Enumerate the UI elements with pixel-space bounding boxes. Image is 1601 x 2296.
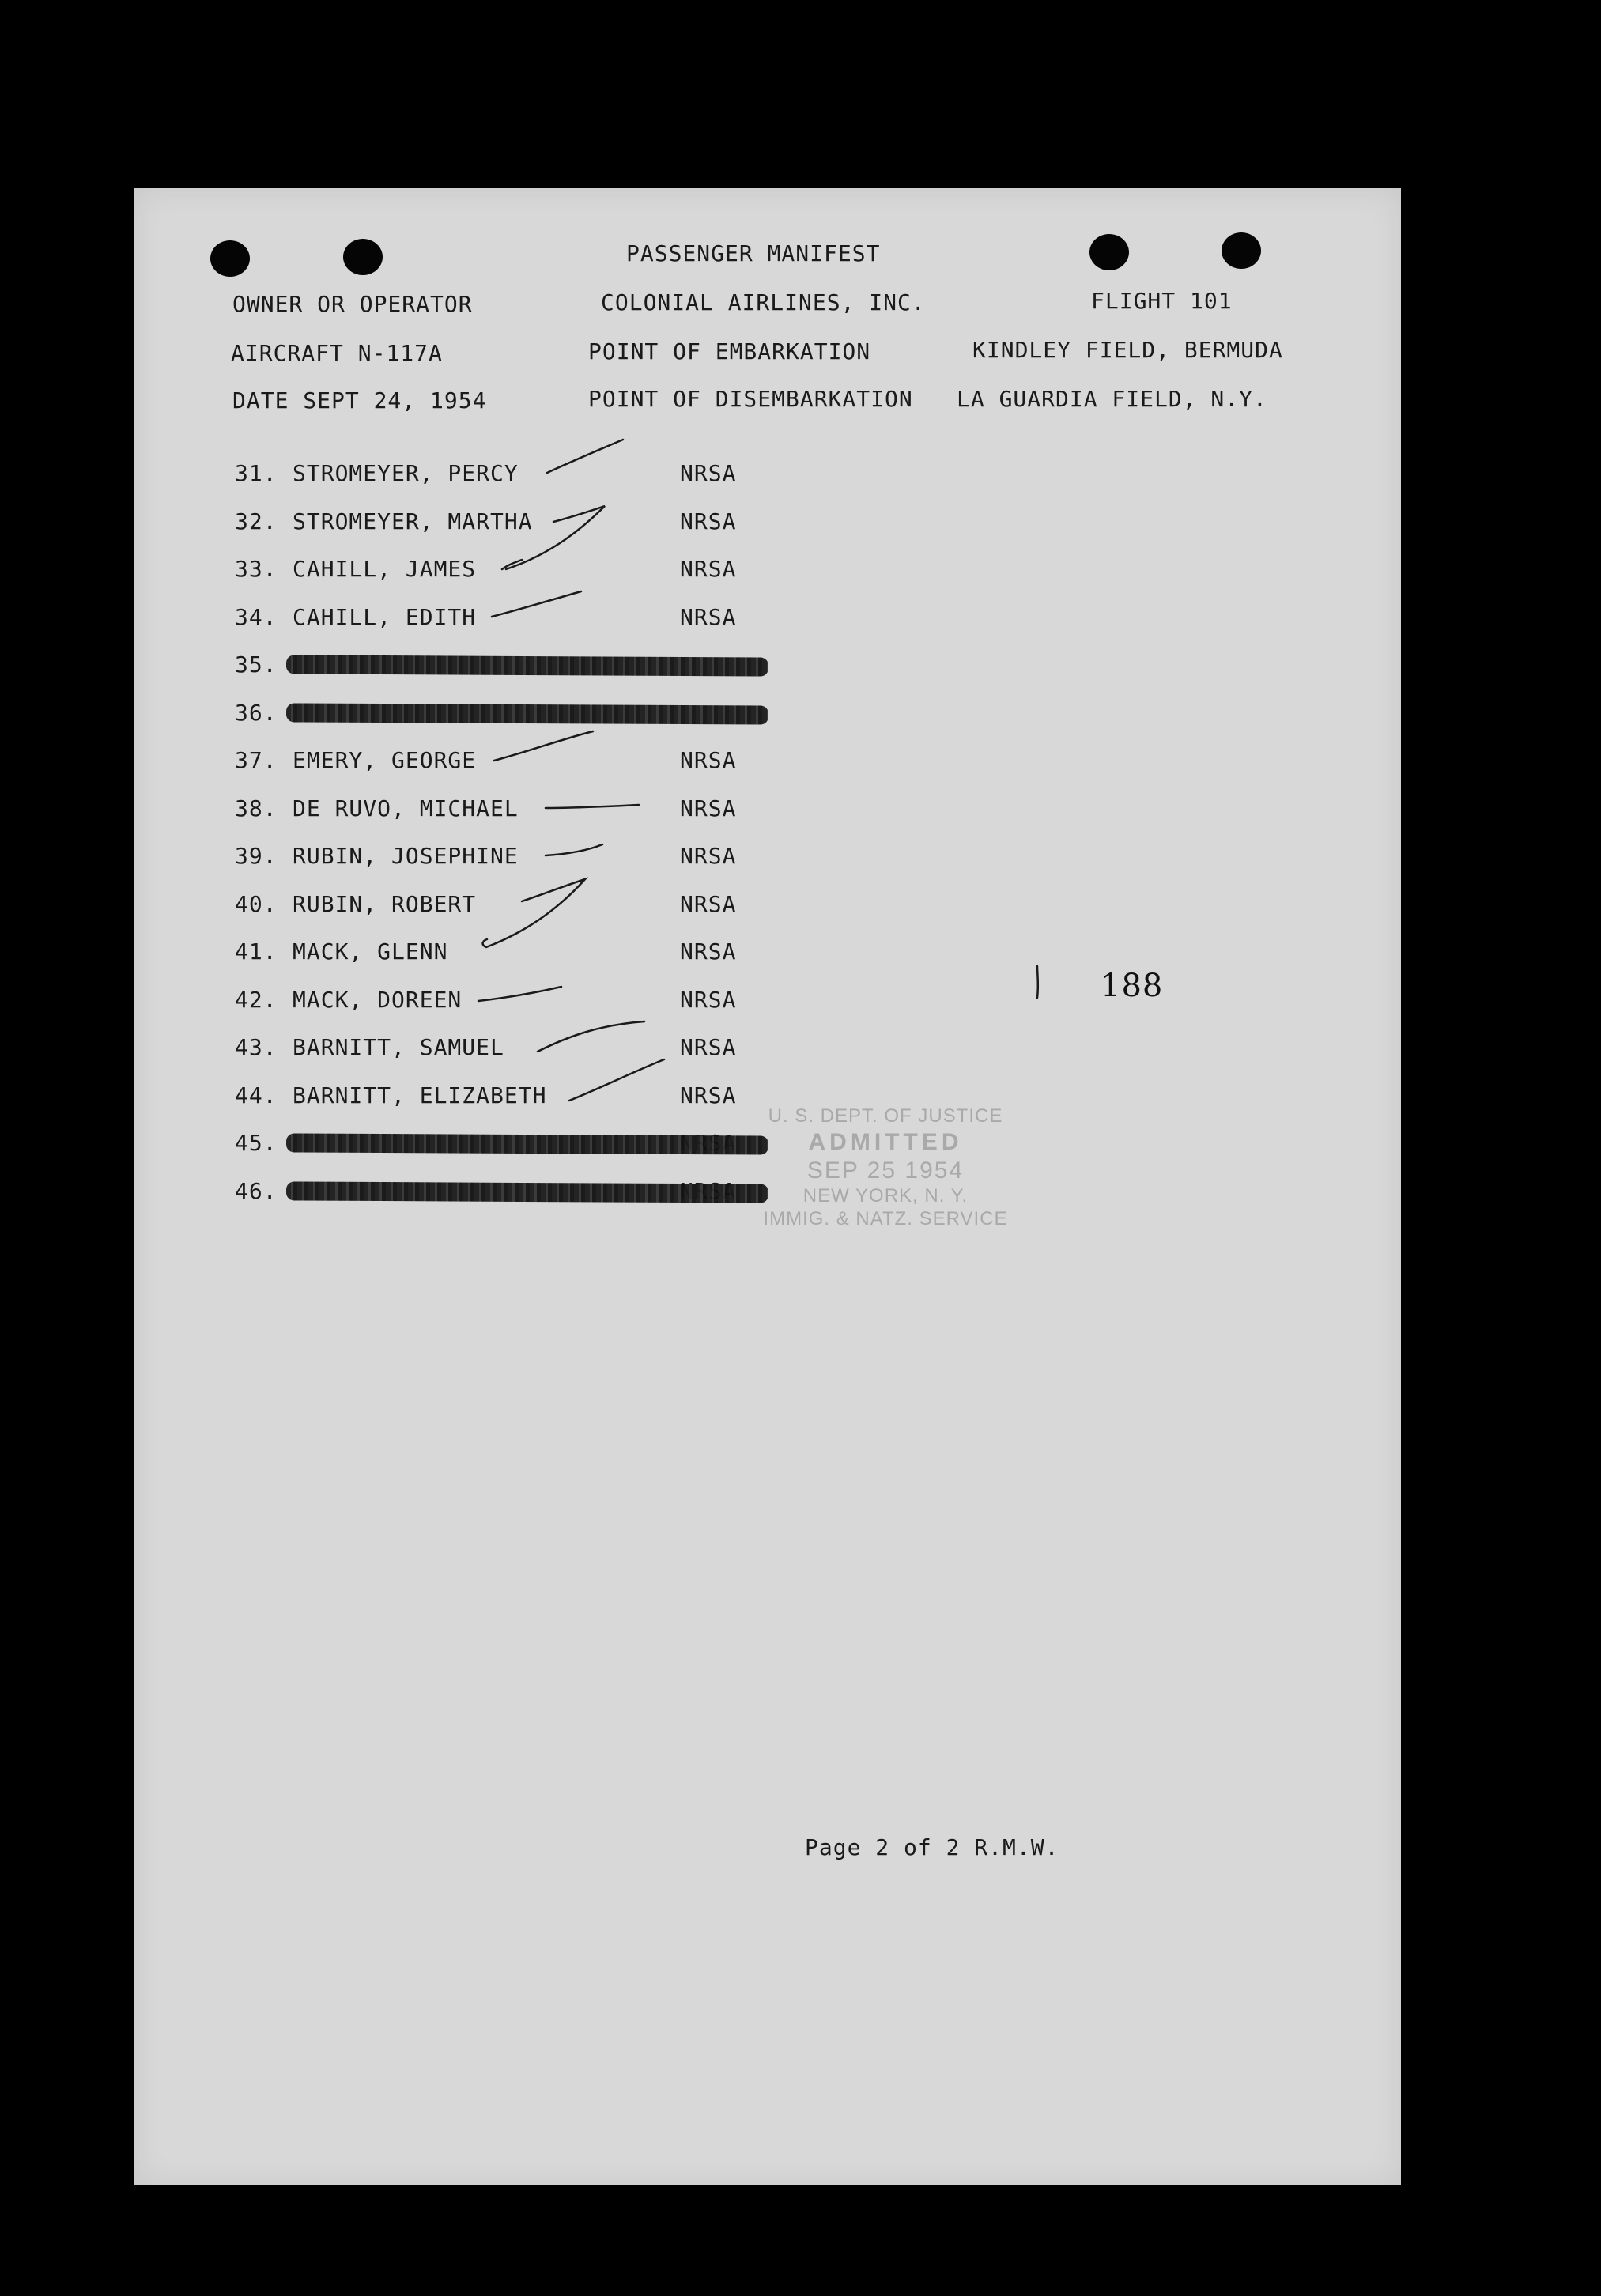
stamp-line: NEW YORK, N. Y. [802, 1184, 969, 1207]
owner-value: COLONIAL AIRLINES, INC. [601, 289, 926, 315]
passenger-status: NRSA [680, 938, 737, 965]
passenger-row [0, 938, 1601, 986]
passenger-row [0, 843, 1601, 890]
punch-hole [210, 240, 250, 277]
passenger-row [0, 1178, 1601, 1225]
passenger-status: NRSA [680, 795, 737, 821]
passenger-name: MACK, DOREEN [293, 986, 463, 1013]
passenger-number: 45. [235, 1130, 278, 1156]
passenger-row [0, 987, 1601, 1034]
passenger-row [0, 795, 1601, 843]
passenger-status: NRSA [680, 508, 737, 534]
redaction-strike [286, 1181, 768, 1203]
passenger-number: 39. [235, 843, 278, 869]
passenger-row [0, 1130, 1601, 1177]
passenger-name: MACK, GLENN [293, 938, 448, 965]
passenger-number: 46. [235, 1177, 278, 1204]
stamp-line: IMMIG. & NATZ. SERVICE [763, 1207, 1008, 1229]
stamp-date: SEP 25 1954 [806, 1157, 965, 1184]
owner-label: OWNER OR OPERATOR [232, 291, 473, 317]
passenger-number: 44. [235, 1082, 278, 1108]
aircraft: AIRCRAFT N-117A [231, 340, 443, 366]
passenger-status: NRSA [680, 556, 737, 582]
redaction-strike [286, 655, 768, 676]
passenger-row [0, 604, 1601, 651]
stamp-line: U. S. DEPT. OF JUSTICE [768, 1105, 1003, 1127]
embark-label: POINT OF EMBARKATION [588, 338, 871, 364]
passenger-status: NRSA [680, 603, 737, 630]
passenger-number: 34. [235, 603, 278, 630]
passenger-row [0, 700, 1601, 747]
passenger-row [0, 556, 1601, 603]
passenger-row [0, 651, 1601, 699]
passenger-status: NRSA [680, 747, 737, 773]
punch-hole [1222, 232, 1261, 269]
passenger-number: 32. [235, 508, 278, 534]
passenger-status: NRSA [680, 1082, 737, 1108]
passenger-number: 42. [235, 986, 278, 1013]
passenger-name: BARNITT, SAMUEL [293, 1034, 504, 1060]
passenger-number: 41. [235, 938, 278, 965]
passenger-status: NRSA [680, 843, 737, 869]
passenger-number: 37. [235, 747, 278, 773]
passenger-status: NRSA [680, 460, 737, 486]
passenger-number: 35. [235, 651, 278, 678]
flight-number: FLIGHT 101 [1091, 288, 1233, 314]
disembark-value: LA GUARDIA FIELD, N.Y. [957, 386, 1267, 412]
passenger-row [0, 508, 1601, 556]
redaction-strike [286, 703, 768, 724]
embark-value: KINDLEY FIELD, BERMUDA [972, 337, 1283, 363]
passenger-name: DE RUVO, MICHAEL [293, 795, 519, 821]
passenger-number: 36. [235, 699, 278, 726]
passenger-name: BARNITT, ELIZABETH [293, 1082, 547, 1108]
disembark-label: POINT OF DISEMBARKATION [588, 386, 913, 412]
passenger-number: 31. [235, 460, 278, 486]
passenger-name: RUBIN, ROBERT [293, 890, 477, 917]
passenger-status: NRSA [680, 986, 737, 1013]
handwritten-number: 188 [1101, 968, 1164, 1004]
passenger-number: 33. [235, 556, 278, 582]
stamp-admitted: ADMITTED [808, 1128, 963, 1155]
passenger-status: NRSA [680, 890, 737, 917]
passenger-number: 38. [235, 795, 278, 821]
passenger-name: RUBIN, JOSEPHINE [293, 843, 519, 869]
passenger-row [0, 1034, 1601, 1082]
passenger-status: NRSA [680, 1034, 737, 1060]
punch-hole [1089, 234, 1129, 270]
passenger-name: CAHILL, EDITH [293, 603, 477, 630]
redaction-strike [286, 1133, 768, 1154]
passenger-number: 43. [235, 1034, 278, 1060]
passenger-row [0, 1082, 1601, 1130]
passenger-number: 40. [235, 890, 278, 917]
page-footer: Page 2 of 2 R.M.W. [805, 1834, 1059, 1860]
passenger-row [0, 747, 1601, 795]
passenger-name: EMERY, GEORGE [293, 747, 477, 773]
punch-hole [343, 239, 383, 275]
passenger-row [0, 891, 1601, 938]
passenger-name: CAHILL, JAMES [293, 556, 477, 582]
date: DATE SEPT 24, 1954 [232, 387, 487, 414]
passenger-name: STROMEYER, PERCY [293, 460, 519, 486]
passenger-row [0, 460, 1601, 508]
manifest-title: PASSENGER MANIFEST [626, 240, 881, 266]
passenger-name: STROMEYER, MARTHA [293, 508, 533, 534]
